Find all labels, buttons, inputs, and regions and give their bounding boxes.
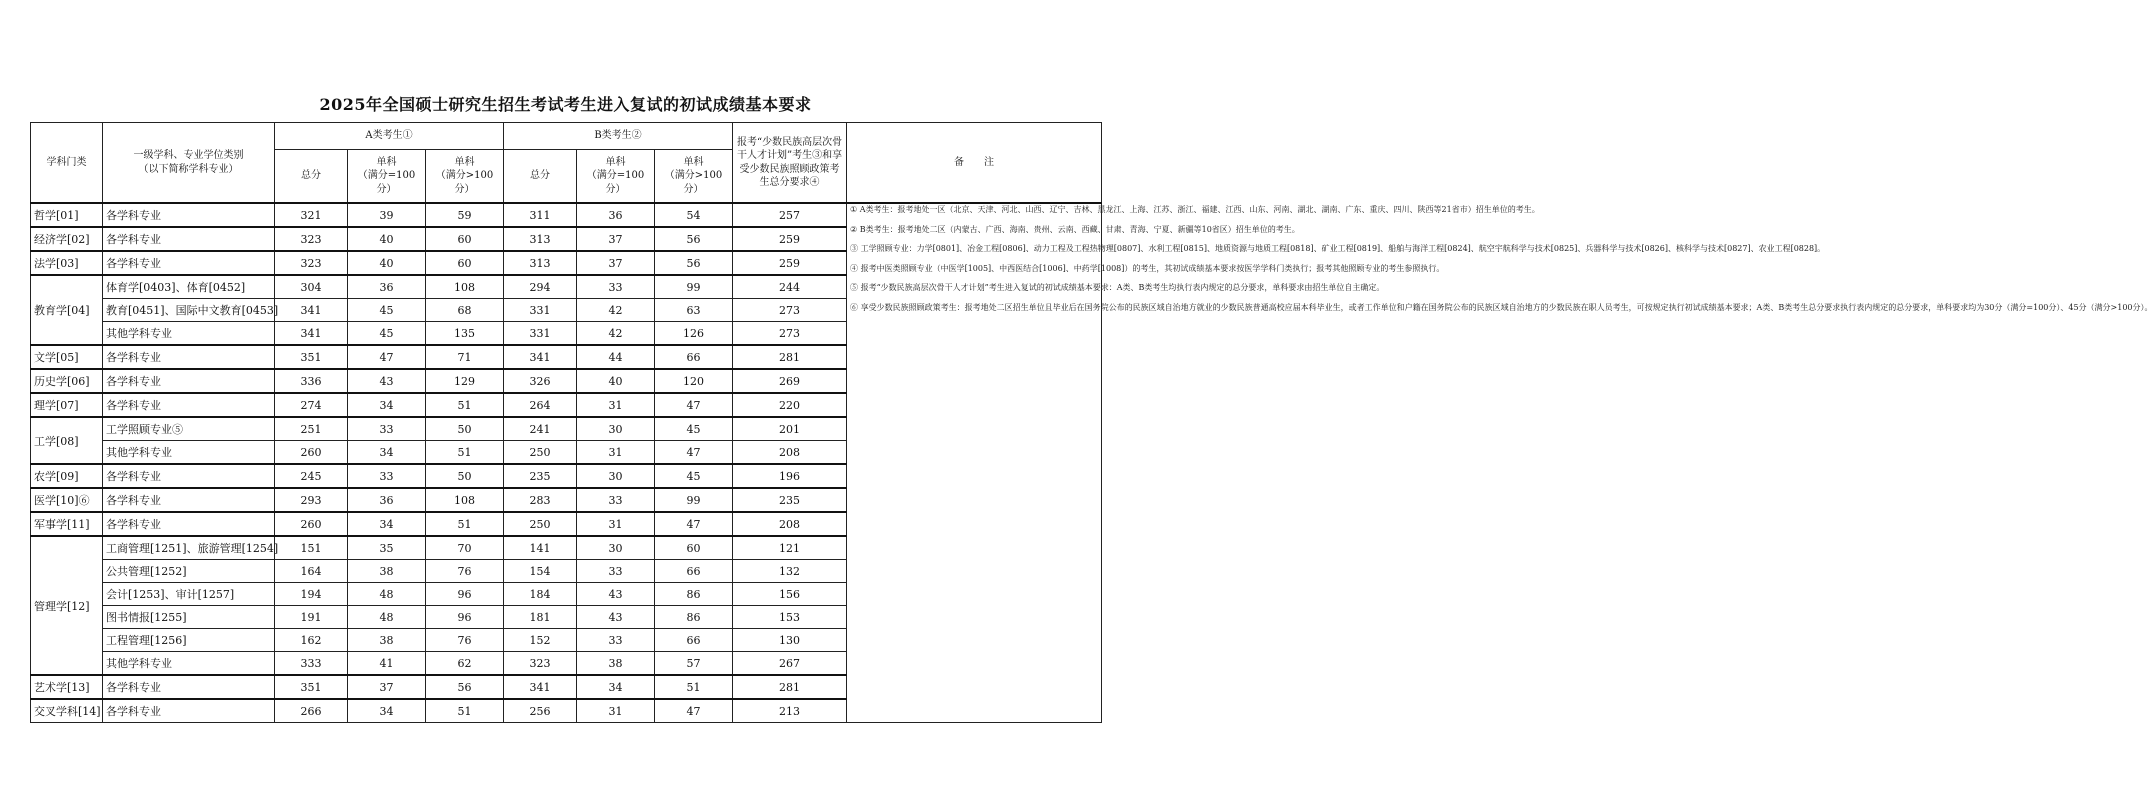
a-total-cell: 351 bbox=[275, 675, 348, 699]
special-total-cell: 201 bbox=[733, 417, 847, 441]
note-5: ⑤ 报考“少数民族高层次骨干人才计划”考生进入复试的初试成绩基本要求：A类、B类考生均执行表内规定的总分要求，单科要求由招生单位自主确定。 bbox=[850, 283, 1385, 293]
b-single100-cell: 31 bbox=[577, 512, 655, 536]
a-single100-cell: 36 bbox=[348, 488, 426, 512]
a-total-cell: 162 bbox=[275, 629, 348, 652]
a-total-cell: 333 bbox=[275, 652, 348, 676]
a-single-over100-cell: 68 bbox=[426, 299, 504, 322]
major-cell: 各学科专业 bbox=[103, 464, 275, 488]
b-total-cell: 323 bbox=[504, 652, 577, 676]
major-cell: 各学科专业 bbox=[103, 227, 275, 251]
a-total-cell: 341 bbox=[275, 299, 348, 322]
b-total-cell: 184 bbox=[504, 583, 577, 606]
a-total-cell: 191 bbox=[275, 606, 348, 629]
major-cell: 各学科专业 bbox=[103, 393, 275, 417]
category-cell: 农学[09] bbox=[31, 464, 103, 488]
b-single100-cell: 37 bbox=[577, 227, 655, 251]
a-total-cell: 274 bbox=[275, 393, 348, 417]
a-total-cell: 351 bbox=[275, 345, 348, 369]
b-total-cell: 264 bbox=[504, 393, 577, 417]
b-single-over100-cell: 47 bbox=[655, 393, 733, 417]
a-total-cell: 321 bbox=[275, 203, 348, 227]
header-b-total: 总分 bbox=[504, 150, 577, 204]
a-single100-cell: 38 bbox=[348, 629, 426, 652]
a-total-cell: 245 bbox=[275, 464, 348, 488]
b-single100-cell: 31 bbox=[577, 699, 655, 723]
a-single100-cell: 36 bbox=[348, 275, 426, 299]
b-total-cell: 152 bbox=[504, 629, 577, 652]
b-single100-cell: 30 bbox=[577, 536, 655, 560]
special-total-cell: 259 bbox=[733, 227, 847, 251]
major-cell: 图书情报[1255] bbox=[103, 606, 275, 629]
category-cell: 艺术学[13] bbox=[31, 675, 103, 699]
b-total-cell: 341 bbox=[504, 675, 577, 699]
remarks-cell bbox=[847, 203, 2153, 723]
b-single-over100-cell: 47 bbox=[655, 441, 733, 465]
header-category: 学科门类 bbox=[31, 123, 103, 204]
b-single100-cell: 30 bbox=[577, 417, 655, 441]
a-total-cell: 293 bbox=[275, 488, 348, 512]
major-cell: 体育学[0403]、体育[0452] bbox=[103, 275, 275, 299]
b-single100-cell: 34 bbox=[577, 675, 655, 699]
b-single-over100-cell: 45 bbox=[655, 464, 733, 488]
b-total-cell: 313 bbox=[504, 227, 577, 251]
b-total-cell: 250 bbox=[504, 441, 577, 465]
b-single-over100-cell: 126 bbox=[655, 322, 733, 346]
b-single100-cell: 33 bbox=[577, 275, 655, 299]
special-total-cell: 220 bbox=[733, 393, 847, 417]
category-cell: 交叉学科[14] bbox=[31, 699, 103, 723]
header-remarks: 备 注 bbox=[847, 123, 1102, 204]
special-total-cell: 132 bbox=[733, 560, 847, 583]
b-total-cell: 181 bbox=[504, 606, 577, 629]
b-single-over100-cell: 45 bbox=[655, 417, 733, 441]
header-special: 报考“少数民族高层次骨干人才计划”考生③和享受少数民族照顾政策考生总分要求④ bbox=[733, 123, 847, 204]
special-total-cell: 153 bbox=[733, 606, 847, 629]
b-single-over100-cell: 99 bbox=[655, 275, 733, 299]
major-cell: 各学科专业 bbox=[103, 675, 275, 699]
note-6: ⑥ 享受少数民族照顾政策考生：报考地处二区招生单位且毕业后在国务院公布的民族区域自治地方就业的少数民族普通高校应届本科毕业生，或者工作单位和户籍在国务院公布的民族区域自治地方的少数民族在职人员考生，可按规定执行初试成绩基本要求；A类、B类考生总分要求执行表内规定的总分要求，单科要求均为30分（满分=100分）、45分（满分>100分）。 bbox=[850, 302, 2153, 312]
a-single100-cell: 48 bbox=[348, 583, 426, 606]
b-total-cell: 326 bbox=[504, 369, 577, 393]
a-single-over100-cell: 96 bbox=[426, 583, 504, 606]
a-single-over100-cell: 108 bbox=[426, 488, 504, 512]
a-single-over100-cell: 96 bbox=[426, 606, 504, 629]
special-total-cell: 196 bbox=[733, 464, 847, 488]
category-cell: 文学[05] bbox=[31, 345, 103, 369]
b-single-over100-cell: 63 bbox=[655, 299, 733, 322]
special-total-cell: 267 bbox=[733, 652, 847, 676]
a-single100-cell: 38 bbox=[348, 560, 426, 583]
major-cell: 其他学科专业 bbox=[103, 652, 275, 676]
special-total-cell: 213 bbox=[733, 699, 847, 723]
major-cell: 其他学科专业 bbox=[103, 441, 275, 465]
a-total-cell: 323 bbox=[275, 251, 348, 275]
major-cell: 各学科专业 bbox=[103, 251, 275, 275]
b-single100-cell: 31 bbox=[577, 393, 655, 417]
a-single-over100-cell: 135 bbox=[426, 322, 504, 346]
a-total-cell: 266 bbox=[275, 699, 348, 723]
b-total-cell: 235 bbox=[504, 464, 577, 488]
b-single100-cell: 33 bbox=[577, 629, 655, 652]
a-total-cell: 260 bbox=[275, 512, 348, 536]
b-total-cell: 294 bbox=[504, 275, 577, 299]
a-total-cell: 151 bbox=[275, 536, 348, 560]
special-total-cell: 281 bbox=[733, 345, 847, 369]
b-single-over100-cell: 47 bbox=[655, 512, 733, 536]
major-cell: 各学科专业 bbox=[103, 369, 275, 393]
b-single-over100-cell: 66 bbox=[655, 560, 733, 583]
a-single100-cell: 34 bbox=[348, 441, 426, 465]
b-total-cell: 341 bbox=[504, 345, 577, 369]
category-cell: 历史学[06] bbox=[31, 369, 103, 393]
b-single100-cell: 36 bbox=[577, 203, 655, 227]
a-single100-cell: 34 bbox=[348, 393, 426, 417]
special-total-cell: 259 bbox=[733, 251, 847, 275]
header-a-single100: 单科 （满分=100分） bbox=[348, 150, 426, 204]
b-single100-cell: 33 bbox=[577, 560, 655, 583]
special-total-cell: 273 bbox=[733, 322, 847, 346]
b-total-cell: 331 bbox=[504, 322, 577, 346]
a-total-cell: 336 bbox=[275, 369, 348, 393]
major-cell: 公共管理[1252] bbox=[103, 560, 275, 583]
major-cell: 工商管理[1251]、旅游管理[1254] bbox=[103, 536, 275, 560]
category-cell: 理学[07] bbox=[31, 393, 103, 417]
b-single-over100-cell: 120 bbox=[655, 369, 733, 393]
a-single-over100-cell: 50 bbox=[426, 464, 504, 488]
header-a-single-over100: 单科 （满分>100分） bbox=[426, 150, 504, 204]
a-single100-cell: 33 bbox=[348, 417, 426, 441]
note-1: ① A类考生：报考地处一区（北京、天津、河北、山西、辽宁、吉林、黑龙江、上海、江苏、浙江、福建、江西、山东、河南、湖北、湖南、广东、重庆、四川、陕西等21省市）招生单位的考生。 bbox=[850, 205, 1540, 214]
a-total-cell: 304 bbox=[275, 275, 348, 299]
b-single100-cell: 40 bbox=[577, 369, 655, 393]
b-single100-cell: 43 bbox=[577, 583, 655, 606]
major-cell: 各学科专业 bbox=[103, 203, 275, 227]
a-total-cell: 341 bbox=[275, 322, 348, 346]
a-single100-cell: 47 bbox=[348, 345, 426, 369]
b-total-cell: 256 bbox=[504, 699, 577, 723]
a-single-over100-cell: 71 bbox=[426, 345, 504, 369]
a-single-over100-cell: 108 bbox=[426, 275, 504, 299]
category-cell: 哲学[01] bbox=[31, 203, 103, 227]
major-cell: 各学科专业 bbox=[103, 699, 275, 723]
b-total-cell: 241 bbox=[504, 417, 577, 441]
note-2: ② B类考生：报考地处二区（内蒙古、广西、海南、贵州、云南、西藏、甘肃、青海、宁夏、新疆等10省区）招生单位的考生。 bbox=[850, 224, 1300, 234]
b-total-cell: 311 bbox=[504, 203, 577, 227]
major-cell: 工学照顾专业⑤ bbox=[103, 417, 275, 441]
b-single100-cell: 43 bbox=[577, 606, 655, 629]
category-cell: 医学[10]⑥ bbox=[31, 488, 103, 512]
special-total-cell: 130 bbox=[733, 629, 847, 652]
a-single-over100-cell: 59 bbox=[426, 203, 504, 227]
a-total-cell: 194 bbox=[275, 583, 348, 606]
special-total-cell: 156 bbox=[733, 583, 847, 606]
b-single100-cell: 31 bbox=[577, 441, 655, 465]
a-single-over100-cell: 76 bbox=[426, 629, 504, 652]
a-single-over100-cell: 60 bbox=[426, 227, 504, 251]
b-single-over100-cell: 60 bbox=[655, 536, 733, 560]
b-single-over100-cell: 51 bbox=[655, 675, 733, 699]
b-single-over100-cell: 56 bbox=[655, 251, 733, 275]
category-cell: 工学[08] bbox=[31, 417, 103, 464]
a-single-over100-cell: 51 bbox=[426, 699, 504, 723]
note-4: ④ 报考中医类照顾专业（中医学[1005]、中西医结合[1006]、中药学[1008]）的考生，其初试成绩基本要求按医学学科门类执行；报考其他照顾专业的考生参照执行。 bbox=[850, 263, 1445, 273]
major-cell: 工程管理[1256] bbox=[103, 629, 275, 652]
a-single-over100-cell: 51 bbox=[426, 393, 504, 417]
a-total-cell: 260 bbox=[275, 441, 348, 465]
header-group-a: A类考生① bbox=[275, 123, 504, 150]
a-single100-cell: 40 bbox=[348, 227, 426, 251]
b-single100-cell: 42 bbox=[577, 322, 655, 346]
special-total-cell: 208 bbox=[733, 441, 847, 465]
header-discipline: 一级学科、专业学位类别 （以下简称学科专业） bbox=[103, 123, 275, 204]
a-single-over100-cell: 50 bbox=[426, 417, 504, 441]
header-group-b: B类考生② bbox=[504, 123, 733, 150]
a-single100-cell: 45 bbox=[348, 322, 426, 346]
a-total-cell: 164 bbox=[275, 560, 348, 583]
special-total-cell: 281 bbox=[733, 675, 847, 699]
a-single-over100-cell: 76 bbox=[426, 560, 504, 583]
major-cell: 其他学科专业 bbox=[103, 322, 275, 346]
header-b-single100: 单科 （满分=100分） bbox=[577, 150, 655, 204]
a-single100-cell: 35 bbox=[348, 536, 426, 560]
a-single100-cell: 45 bbox=[348, 299, 426, 322]
major-cell: 各学科专业 bbox=[103, 512, 275, 536]
a-single100-cell: 37 bbox=[348, 675, 426, 699]
a-single100-cell: 33 bbox=[348, 464, 426, 488]
a-single100-cell: 43 bbox=[348, 369, 426, 393]
category-cell: 法学[03] bbox=[31, 251, 103, 275]
special-total-cell: 273 bbox=[733, 299, 847, 322]
a-single-over100-cell: 70 bbox=[426, 536, 504, 560]
b-single-over100-cell: 54 bbox=[655, 203, 733, 227]
table-row bbox=[31, 203, 1102, 227]
special-total-cell: 235 bbox=[733, 488, 847, 512]
b-total-cell: 331 bbox=[504, 299, 577, 322]
b-total-cell: 141 bbox=[504, 536, 577, 560]
b-total-cell: 154 bbox=[504, 560, 577, 583]
category-cell: 军事学[11] bbox=[31, 512, 103, 536]
a-single100-cell: 39 bbox=[348, 203, 426, 227]
b-single-over100-cell: 57 bbox=[655, 652, 733, 676]
a-single-over100-cell: 60 bbox=[426, 251, 504, 275]
a-single100-cell: 34 bbox=[348, 699, 426, 723]
b-single100-cell: 38 bbox=[577, 652, 655, 676]
category-cell: 经济学[02] bbox=[31, 227, 103, 251]
category-cell: 管理学[12] bbox=[31, 536, 103, 675]
a-single100-cell: 34 bbox=[348, 512, 426, 536]
category-cell: 教育学[04] bbox=[31, 275, 103, 345]
header-b-single-over100: 单科 （满分>100分） bbox=[655, 150, 733, 204]
b-single-over100-cell: 66 bbox=[655, 345, 733, 369]
note-3: ③ 工学照顾专业：力学[0801]、冶金工程[0806]、动力工程及工程热物理[0807]、水利工程[0815]、地质资源与地质工程[0818]、矿业工程[0819]、船舶与海洋工程[0824]、航空宇航科学与技术[0825]、兵器科学与技术[0826]、核科学与技术[0827]、农业工程[0828]。 bbox=[850, 244, 1826, 254]
a-single100-cell: 41 bbox=[348, 652, 426, 676]
a-single-over100-cell: 62 bbox=[426, 652, 504, 676]
b-single-over100-cell: 86 bbox=[655, 583, 733, 606]
b-single-over100-cell: 99 bbox=[655, 488, 733, 512]
special-total-cell: 257 bbox=[733, 203, 847, 227]
b-single-over100-cell: 47 bbox=[655, 699, 733, 723]
b-single-over100-cell: 56 bbox=[655, 227, 733, 251]
a-total-cell: 323 bbox=[275, 227, 348, 251]
b-single100-cell: 42 bbox=[577, 299, 655, 322]
b-single100-cell: 44 bbox=[577, 345, 655, 369]
b-total-cell: 313 bbox=[504, 251, 577, 275]
b-single-over100-cell: 66 bbox=[655, 629, 733, 652]
b-single-over100-cell: 86 bbox=[655, 606, 733, 629]
special-total-cell: 121 bbox=[733, 536, 847, 560]
b-single100-cell: 37 bbox=[577, 251, 655, 275]
special-total-cell: 244 bbox=[733, 275, 847, 299]
a-total-cell: 251 bbox=[275, 417, 348, 441]
a-single100-cell: 40 bbox=[348, 251, 426, 275]
page-title: 2025年全国硕士研究生招生考试考生进入复试的初试成绩基本要求 bbox=[319, 95, 812, 114]
special-total-cell: 269 bbox=[733, 369, 847, 393]
b-single100-cell: 33 bbox=[577, 488, 655, 512]
major-cell: 各学科专业 bbox=[103, 488, 275, 512]
major-cell: 教育[0451]、国际中文教育[0453] bbox=[103, 299, 275, 322]
b-total-cell: 250 bbox=[504, 512, 577, 536]
header-a-total: 总分 bbox=[275, 150, 348, 204]
a-single-over100-cell: 129 bbox=[426, 369, 504, 393]
a-single100-cell: 48 bbox=[348, 606, 426, 629]
b-single100-cell: 30 bbox=[577, 464, 655, 488]
major-cell: 会计[1253]、审计[1257] bbox=[103, 583, 275, 606]
b-total-cell: 283 bbox=[504, 488, 577, 512]
major-cell: 各学科专业 bbox=[103, 345, 275, 369]
a-single-over100-cell: 51 bbox=[426, 441, 504, 465]
a-single-over100-cell: 51 bbox=[426, 512, 504, 536]
score-table bbox=[30, 122, 2153, 723]
special-total-cell: 208 bbox=[733, 512, 847, 536]
a-single-over100-cell: 56 bbox=[426, 675, 504, 699]
